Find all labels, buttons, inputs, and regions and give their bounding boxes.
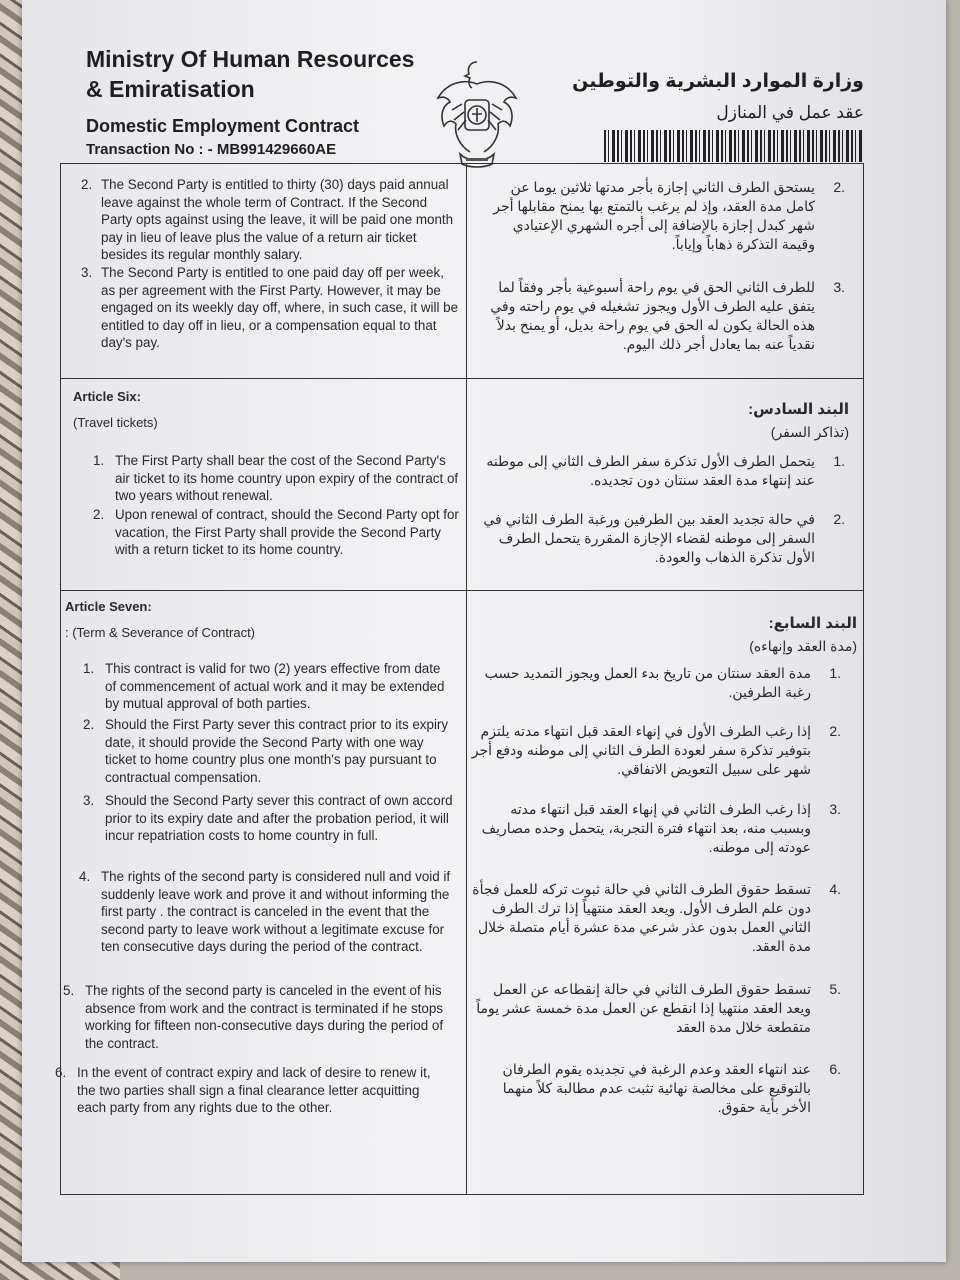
item-text: يستحق الطرف الثاني إجازة بأجر مدتها ثلاثين يوما عن كامل مدة العقد، وإذ لم يرغب بالتمتع بها يمنح مقابلها أجر شهر كبدل إجازة بالإضافة إلى أجره الشهري الإعتيادي وقيمة التذكرة ذهاباً وإياباً. [493, 179, 815, 252]
item-number: .3 [833, 279, 845, 295]
list-item [479, 452, 845, 490]
item-number: 6. [55, 1065, 67, 1080]
row-divider-2 [61, 590, 863, 591]
article7-subtitle-ar: (مدة العقد وإنهاءه) [749, 638, 857, 654]
list-item [79, 868, 455, 956]
item-text: The Second Party is entitled to one paid day off per week, as per agreement with the First Party. However, it may be engaged on its weekly day off, where, in such case, it will be entitled to day off in lieu, or a compensation equal to that day's pay. [101, 265, 459, 351]
list-item [81, 264, 461, 352]
article6-en [73, 388, 461, 558]
item-text: إذا رغب الطرف الأول في إنهاء العقد قبل انتهاء مدته يلتزم بتوفير تذكرة سفر لعودة الطرف الثاني إلى موطنه ودفع أجر شهر على سبيل التعويض الاتفاقي. [471, 723, 811, 777]
barcode [604, 130, 862, 162]
article6-subtitle-ar: (تذاكر السفر) [770, 424, 849, 440]
article6-ar [479, 400, 849, 565]
item-text: للطرف الثاني الحق في يوم راحة أسبوعية بأجر وفقاً لما يتفق عليه الطرف الأول ويجوز تشغيله في يوم راحته وفي هذه الحالة يكون له الحق في يوم راحة بديل، أو يمنح بدلاً نقدياً عنه بما يعادل أجر ذلك اليوم. [490, 279, 815, 352]
list-item [479, 278, 845, 354]
article6-title-ar: البند السادس: [748, 401, 849, 418]
item-number: 5. [63, 983, 75, 998]
item-text: The rights of the second party is considered null and void if suddenly leave work and prove it and without informing the first party . the contract is canceled in the event that the second party to leave work without a legitimate excuse for ten consecutive days during the period of the contract. [101, 869, 451, 955]
list-item [81, 176, 461, 264]
article7-en [55, 598, 463, 1116]
item-text: The First Party shall bear the cost of the Second Party's air ticket to its home country upon expiry of the contract of two years without renewal. [115, 453, 459, 504]
list-item [471, 1060, 841, 1117]
list-item [93, 452, 459, 505]
list-item [471, 880, 841, 956]
article7-ar [459, 614, 857, 1115]
item-number: 4. [79, 869, 91, 884]
uae-eagle-emblem-icon [432, 54, 522, 169]
item-number: 3. [83, 793, 95, 808]
item-number: .2 [833, 179, 845, 195]
article6-title-en: Article Six: [73, 389, 141, 404]
item-text: مدة العقد سنتان من تاريخ بدء العمل ويجوز التمديد حسب رغبة الطرفين. [484, 665, 811, 700]
ministry-title-en: Ministry Of Human Resources & Emiratisation [86, 46, 415, 102]
item-text: تسقط حقوق الطرف الثاني في حالة إنقطاعه عن العمل ويعد العقد منتهيا إذا انقطع عن العمل مدة خمسة عشر يوماً متقطعة خلال مدة العقد [476, 981, 811, 1035]
header-english [86, 44, 416, 158]
list-item [83, 716, 455, 786]
item-text: This contract is valid for two (2) years effective from date of commencement of actual work and it may be extended by mutual approval of both parties. [105, 661, 445, 712]
item-number: .1 [833, 453, 845, 469]
article7-title-ar: البند السابع: [768, 615, 857, 632]
item-text: The rights of the second party is canceled in the event of his absence from work and the contract is terminated if he stops working for fifteen non-consecutive days during the period of the contract. [85, 983, 444, 1051]
item-text: في حالة تجديد العقد بين الطرفين ورغبة الطرف الثاني في السفر إلى موطنه لقضاء الإجازة المقررة يتحمل الطرف الأول تذكرة الذهاب والعودة. [483, 511, 815, 565]
item-number: 2. [93, 507, 105, 522]
item-text: Should the Second Party sever this contract of own accord prior to its expiry date and after the probation period, it will incur repatriation costs to home country in full. [105, 793, 453, 844]
item-number: .1 [829, 665, 841, 681]
item-number: 2. [81, 177, 93, 192]
item-text: إذا رغب الطرف الثاني في إنهاء العقد قبل انتهاء مدته وبسبب منه، بعد انتهاء فترة التجربة، يتحمل وحده مصاريف عودته إلى موطنه. [481, 801, 811, 855]
article7-title-en: Article Seven: [65, 599, 152, 614]
item-number: .6 [829, 1061, 841, 1077]
item-number: .2 [833, 511, 845, 527]
contract-title-en: Domestic Employment Contract [86, 116, 360, 136]
transaction-number: MB991429660AE [216, 141, 337, 158]
item-number: 2. [83, 717, 95, 732]
transaction-label: Transaction No : - [86, 141, 213, 158]
list-item [55, 1064, 439, 1117]
contract-title-ar: عقد عمل في المنازل [716, 103, 864, 122]
item-text: Should the First Party sever this contract prior to its expiry date, it should provide the Second Party with one way ticket to home country plus one month's pay pursuant to contractual compensation. [105, 717, 449, 785]
item-number: .4 [829, 881, 841, 897]
article6-subtitle-en: (Travel tickets) [73, 414, 158, 430]
list-item [479, 510, 845, 567]
article7-subtitle-en: : (Term & Severance of Contract) [65, 624, 256, 640]
list-item [63, 982, 445, 1052]
list-item [93, 506, 459, 559]
list-item [471, 980, 841, 1037]
item-text: In the event of contract expiry and lack of desire to renew it, the two parties shall sign a final clearance letter acquitting each party from any rights due to the other. [77, 1065, 431, 1116]
item-text: Upon renewal of contract, should the Second Party opt for vacation, the First Party shall provide the Second Party with a return ticket to its home country. [115, 507, 459, 558]
contract-table [55, 163, 864, 1195]
item-number: .3 [829, 801, 841, 817]
list-item [479, 178, 845, 254]
row-divider-1 [61, 378, 863, 379]
transaction-line [86, 141, 416, 158]
item-number: 1. [83, 661, 95, 676]
item-number: .5 [829, 981, 841, 997]
column-divider [466, 164, 467, 1194]
item-text: The Second Party is entitled to thirty (30) days paid annual leave against the whole term of Contract. If the Second Party opts against using the leave, it will be paid one month pay in lieu of leave plus the value of a return air ticket besides its regular monthly salary. [101, 177, 454, 263]
item-number: 3. [81, 265, 93, 280]
item-text: عند انتهاء العقد وعدم الرغبة في تجديده يقوم الطرفان بالتوقيع على مخالصة نهائية تثبت عدم مطالبة كلاً منهما الأخر بأية حقوق. [502, 1061, 811, 1115]
list-item [471, 664, 841, 702]
item-number: .2 [829, 723, 841, 739]
header-arabic [572, 70, 864, 123]
list-item [83, 792, 455, 845]
ministry-title-ar: وزارة الموارد البشرية والتوطين [572, 71, 864, 92]
item-text: تسقط حقوق الطرف الثاني في حالة ثبوت تركه للعمل فجأة دون علم الطرف الأول. ويعد العقد منتهياً إذا ترك الطرف الثاني العمل بدون عذر شرعي مدة عشرة أيام متصلة خلال مدة العقد. [472, 881, 811, 954]
list-item [471, 722, 841, 779]
item-text: يتحمل الطرف الأول تذكرة سفر الطرف الثاني إلى موطنه عند إنتهاء مدة العقد سنتان دون تجديده. [486, 453, 815, 488]
item-number: 1. [93, 453, 105, 468]
list-item [471, 800, 841, 857]
list-item [83, 660, 455, 713]
